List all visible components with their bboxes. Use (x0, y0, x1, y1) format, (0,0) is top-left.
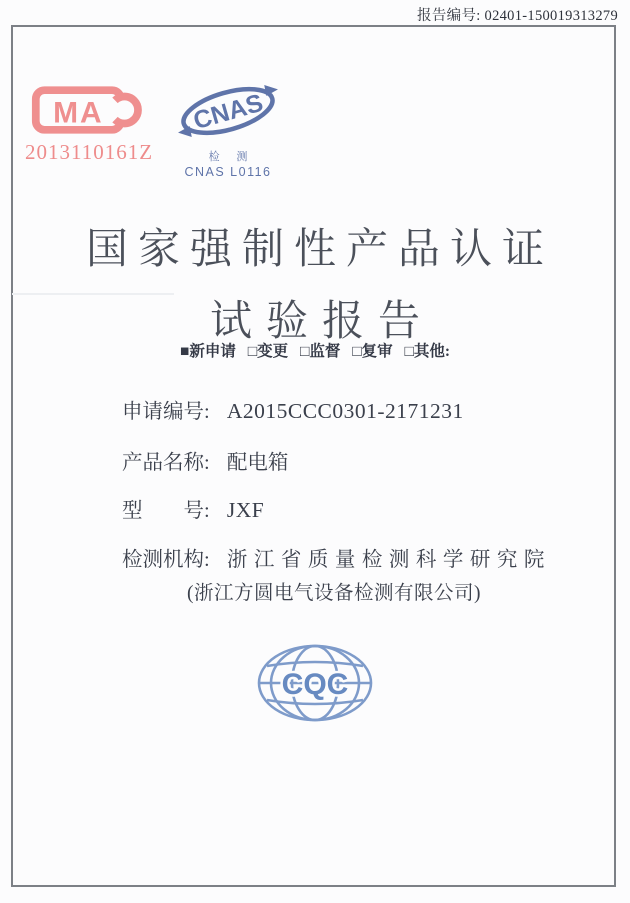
application-type-option-new: ■新申请 (179, 343, 236, 360)
cnas-logo-block (168, 76, 288, 179)
field-application-number-value: A2015CCC0301-2171231 (226, 399, 464, 423)
application-type-row (0, 339, 630, 361)
field-model-value: JXF (226, 498, 265, 522)
application-type-option-other: □其他: (404, 343, 451, 360)
field-product-name-label: 产品名称: (122, 452, 210, 474)
document-title-line1: 国家强制性产品认证 (85, 227, 554, 273)
cqc-letters: CQC (281, 668, 349, 701)
field-model-label: 型 号: (122, 500, 210, 522)
cnas-letters: CNAS (190, 88, 267, 136)
report-number-label: 报告编号: (417, 8, 481, 24)
document-title-line2: 试验报告 (209, 299, 434, 345)
report-number-value: 02401-150019313279 (484, 8, 618, 24)
cma-letters: MA (53, 96, 104, 130)
field-application-number-label: 申请编号: (122, 401, 210, 423)
cma-logo-block (25, 84, 154, 165)
cma-accreditation-code: 2013110161Z (25, 140, 154, 164)
field-product-name-value: 配电箱 (226, 452, 289, 474)
cqc-parallel-top (267, 662, 363, 666)
application-type-option-supervision: □监督 (299, 343, 341, 360)
cqc-logo-block (256, 643, 374, 728)
field-testing-agency-value: 浙江省质量检测科学研究院 (226, 549, 551, 571)
field-testing-agency-line1 (122, 542, 602, 572)
report-number (417, 4, 618, 25)
field-application-number (122, 394, 464, 424)
cma-logo-icon (30, 84, 144, 136)
field-testing-agency (122, 542, 602, 605)
application-type-option-change: □变更 (247, 343, 289, 360)
field-testing-agency-value2: (浙江方圆电气设备检测有限公司) (187, 583, 481, 604)
cqc-logo-icon (256, 643, 374, 723)
cnas-lab-code: CNAS L0116 (184, 165, 272, 179)
cnas-caption: 检 测 (208, 151, 255, 163)
field-testing-agency-label: 检测机构: (122, 549, 210, 571)
field-model (122, 493, 264, 523)
field-product-name (122, 445, 288, 475)
cnas-logo-icon (173, 76, 283, 146)
application-type-option-review: □复审 (352, 343, 393, 360)
